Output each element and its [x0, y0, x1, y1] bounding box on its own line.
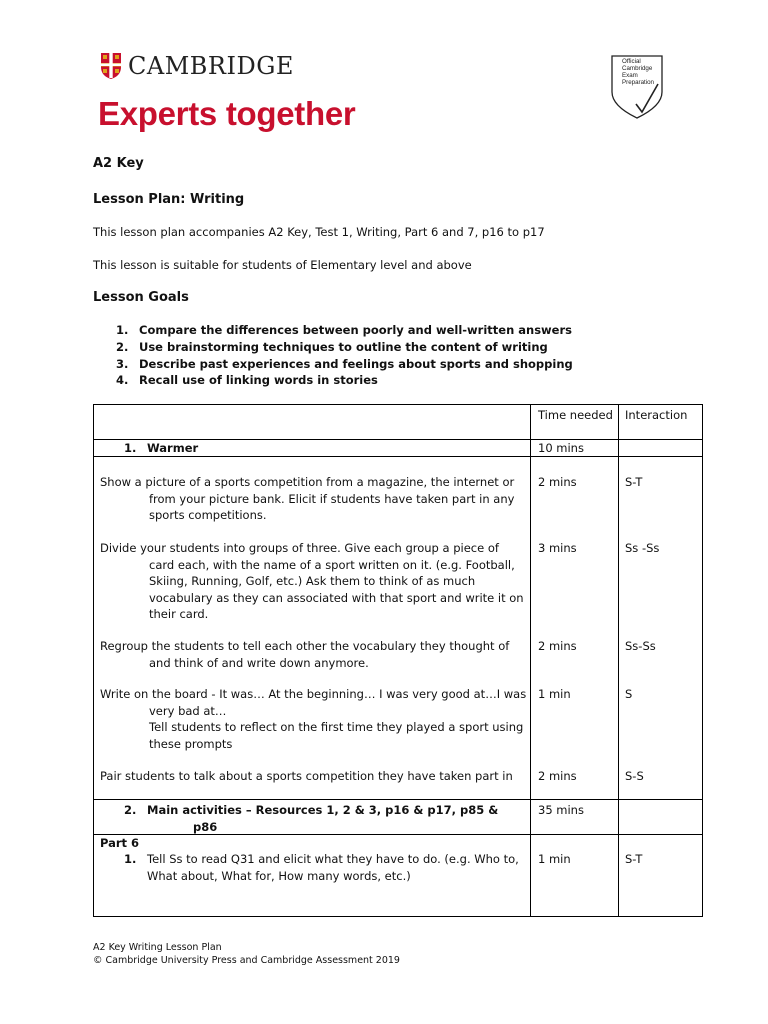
table-row: Divide your students into groups of three. Give each group a piece of card each, with the name of a sport written on it. (e.g. Football, Skiing, Running, Golf, etc.) Ask them to think of as much vocabulary as they can associated with that sport and write it on their card.	[100, 541, 524, 621]
main-activities-label: Main activities – Resources 1, 2 & 3, p16 & p17, p85 & p86	[147, 803, 499, 834]
table-row: Regroup the students to tell each other the vocabulary they thought of and think of and write down anymore.	[100, 639, 510, 670]
row-time: 2 mins	[538, 639, 577, 653]
row-time: 1 min	[538, 687, 571, 701]
row-time: 2 mins	[538, 769, 577, 783]
row-interaction: S-S	[625, 769, 644, 783]
badge-text: Official Cambridge Exam Preparation	[622, 58, 654, 86]
part6-time: 1 min	[538, 852, 571, 866]
footer-title: A2 Key Writing Lesson Plan	[93, 942, 222, 953]
table-row: Show a picture of a sports competition from a magazine, the internet or from your picture bank. Elicit if students have taken part in any sports competitions.	[100, 475, 515, 522]
page-footer	[93, 941, 400, 967]
lesson-plan-table	[93, 404, 703, 917]
warmer-label: Warmer	[147, 441, 199, 455]
warmer-time: 10 mins	[538, 441, 584, 455]
row-time: 3 mins	[538, 541, 577, 555]
interaction-header: Interaction	[625, 408, 688, 422]
part6-text: Tell Ss to read Q31 and elicit what they have to do. (e.g. Who to, What about, What for, How many words, etc.)	[147, 852, 519, 883]
tagline: Experts together	[98, 95, 356, 132]
row-interaction: S	[625, 687, 633, 701]
main-activities-time: 35 mins	[538, 803, 584, 817]
goal-item: 2. Use brainstorming techniques to outline the content of writing	[116, 339, 548, 354]
table-row: Pair students to talk about a sports competition they have taken part in	[100, 769, 513, 783]
goal-item: 4. Recall use of linking words in stories	[116, 373, 378, 388]
warmer-number: 1.	[124, 441, 137, 455]
goal-item: 1. Compare the differences between poorly and well-written answers	[116, 323, 572, 337]
lesson-plan-title: Lesson Plan: Writing	[93, 192, 245, 207]
part6-interaction: S-T	[625, 852, 643, 866]
time-needed-header: Time needed	[538, 408, 613, 422]
suitable-text: This lesson is suitable for students of Elementary level and above	[93, 258, 472, 272]
goals-heading: Lesson Goals	[93, 290, 189, 305]
row-time: 2 mins	[538, 475, 577, 489]
cambridge-logo	[100, 52, 294, 80]
cambridge-shield-icon	[100, 52, 122, 80]
row-interaction: Ss -Ss	[625, 541, 660, 555]
accompanies-text: This lesson plan accompanies A2 Key, Test 1, Writing, Part 6 and 7, p16 to p17	[93, 225, 545, 239]
main-activities-number: 2.	[124, 803, 137, 817]
table-row: Write on the board - It was… At the beginning… I was very good at…I was very bad at… Tell students to reflect on the first time they played a sport using these prompts	[100, 687, 527, 751]
row-interaction: Ss-Ss	[625, 639, 656, 653]
brand-name: CAMBRIDGE	[128, 52, 294, 80]
part6-label: Part 6	[100, 836, 140, 850]
exam-title: A2 Key	[93, 156, 144, 171]
goals-list	[95, 322, 573, 389]
footer-copyright: © Cambridge University Press and Cambridge Assessment 2019	[93, 955, 400, 966]
goal-item: 3. Describe past experiences and feelings about sports and shopping	[116, 356, 573, 371]
part6-number: 1.	[124, 852, 137, 866]
row-interaction: S-T	[625, 475, 643, 489]
